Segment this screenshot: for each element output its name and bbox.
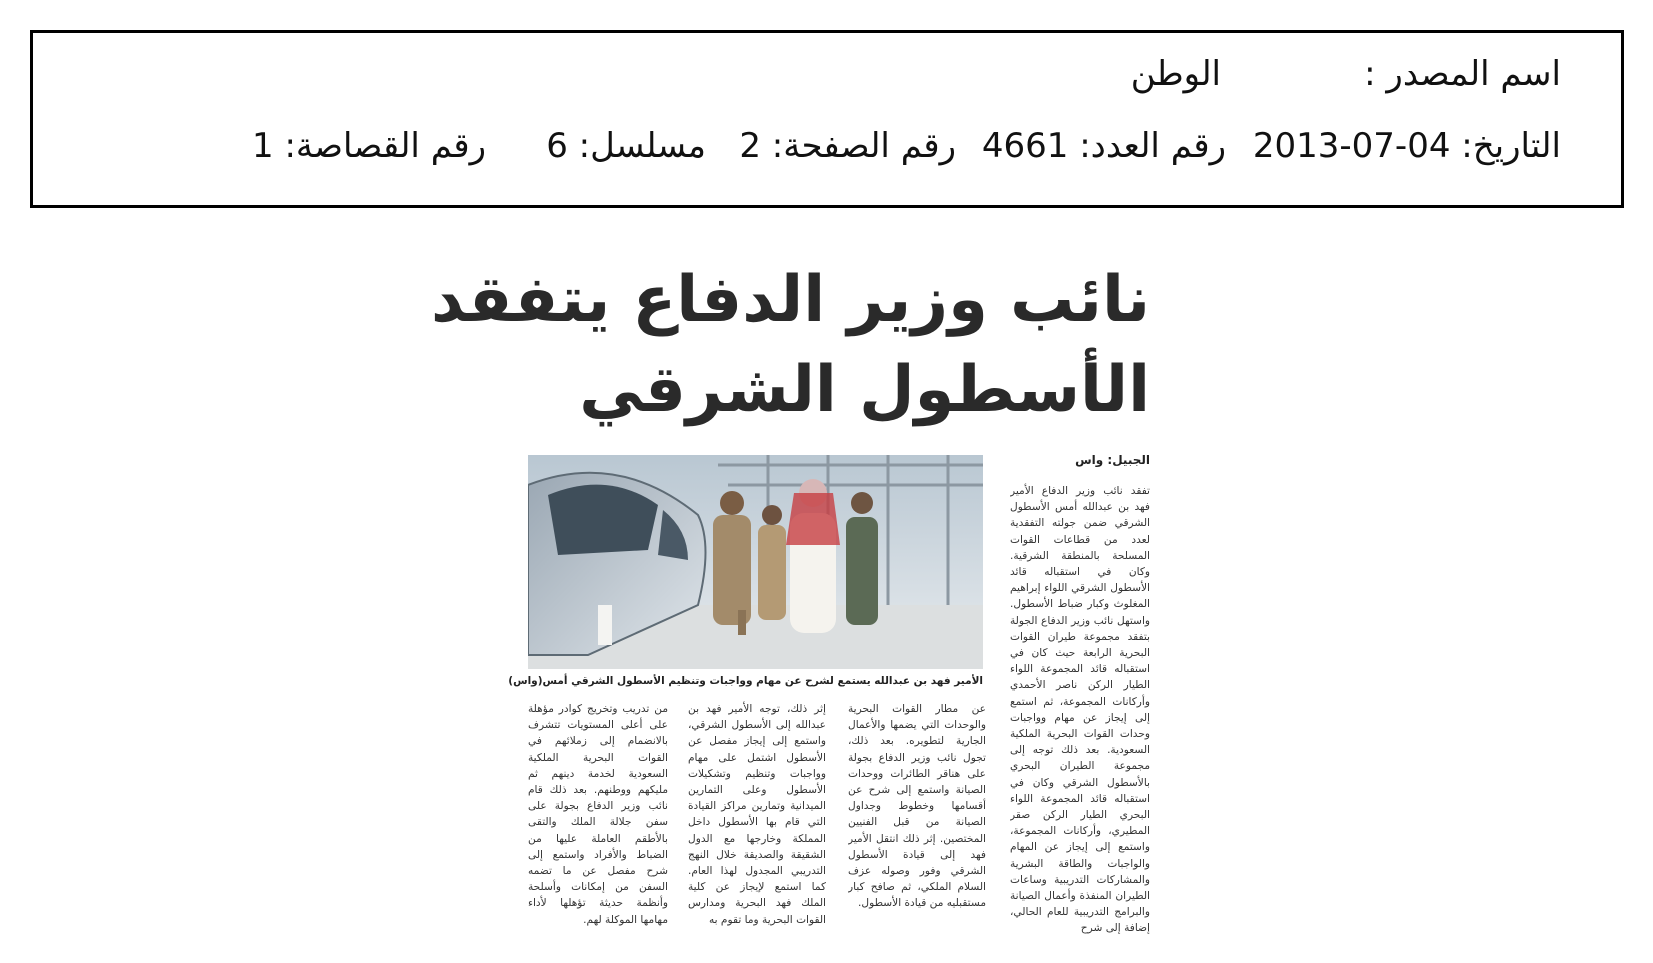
photo-illustration [528, 455, 983, 669]
clip-metadata-box [30, 30, 1624, 208]
article-column-2 [848, 701, 986, 945]
source-label: اسم المصدر : [1364, 54, 1561, 94]
article-paragraph: إثر ذلك، توجه الأمير فهد بن عبدالله إلى الأسطول الشرقي، واستمع إلى إيجاز مفصل عن الأسطول اشتمل على مهام وواجبات وتنظيم وتشكيلات الأسطول وعلى التمارين الميدانية وتمارين مراكز القيادة التي قام بها الأسطول داخل المملكة وخارجها مع الدول الشقيقة والصديقة خلال النهج التدريبي المجدول لهذا العام. كما استمع لإيجاز عن كلية الملك فهد البحرية ومدارس القوات البحرية وما تقوم به [688, 703, 826, 926]
source-value: الوطن [1130, 54, 1221, 94]
article-paragraph: عن مطار القوات البحرية والوحدات التي يضمها والأعمال الجارية لتطويره. بعد ذلك، تجول نائب وزير الدفاع بجولة على هناقر الطائرات ووحدات الصيانة واستمع إلى شرح عن أقسامها وخطوط وجداول الصيانة من قبل الفنيين المختصين. إثر ذلك انتقل الأمير فهد إلى قيادة الأسطول الشرقي وفور وصوله عزف السلام الملكي، ثم صافح كبار مستقبليه من قيادة الأسطول. [848, 703, 986, 910]
dateline: الجبيل: واس [1075, 453, 1150, 467]
article-column-3 [688, 701, 826, 945]
article-paragraph: من تدريب وتخريج كوادر مؤهلة على أعلى المستويات تتشرف بالانضمام إلى زملائهم في القوات البحرية الملكية السعودية لخدمة دينهم ثم مليكهم ووطنهم. بعد ذلك قام نائب وزير الدفاع بجولة على سفن جلالة الملك والتقى بالأطقم العاملة عليها من الضباط والأفراد واستمع إلى شرح مفصل عن ما تضمه السفن من إمكانات وأسلحة وأنظمة حديثة تؤهلها لأداء مهامها الموكلة لهم. [528, 703, 668, 926]
photo-caption-row [508, 675, 983, 687]
date-field: التاريخ: 04-07-2013 [1252, 126, 1561, 166]
newspaper-clipping [431, 255, 1150, 945]
headline-line-1: نائب وزير الدفاع يتفقد [431, 263, 1150, 337]
article-paragraph: تفقد نائب وزير الدفاع الأمير فهد بن عبدالله أمس الأسطول الشرقي ضمن جولته التفقدية لعدد من قطاعات القوات المسلحة بالمنطقة الشرقية. وكان في استقباله قائد الأسطول الشرقي اللواء إبراهيم المغلوث وكبار ضباط الأسطول. واستهل نائب وزير الدفاع الجولة بتفقد مجموعة طيران القوات البحرية الرابعة حيث كان في استقباله قائد المجموعة اللواء الطيار الركن ناصر الأحمدي وأركانات المجموعة، ثم استمع إلى إيجاز عن مهام وواجبات وحدات القوات البحرية الملكية السعودية. بعد ذلك توجه إلى مجموعة الطيران البحري بالأسطول الشرقي وكان في استقباله قائد المجموعة اللواء البحري الطيار الركن صقر المطيري، وأركانات المجموعة، واستمع إلى إيجاز عن المهام والواجبات والطاقة البشرية والمشاركات التدريبية وساعات الطيران المنفذة وأعمال الصيانة والبرامج التدريبية للعام الحالي، إضافة إلى شرح [1010, 485, 1150, 935]
issue-number-field: رقم العدد: 4661 [981, 126, 1226, 166]
photo-caption: الأمير فهد بن عبدالله يستمع لشرح عن مهام وواجبات وتنظيم الأسطول الشرقي أمس [542, 675, 983, 687]
serial-field: مسلسل: 6 [546, 126, 706, 166]
headline-line-2: الأسطول الشرقي [579, 353, 1150, 427]
article-column-4 [528, 701, 668, 945]
page-number-field: رقم الصفحة: 2 [739, 126, 956, 166]
photo-credit: (واس) [508, 675, 543, 687]
clip-number-field: رقم القصاصة: 1 [252, 126, 486, 166]
article-column-1 [1010, 483, 1150, 943]
news-photo [528, 455, 983, 669]
